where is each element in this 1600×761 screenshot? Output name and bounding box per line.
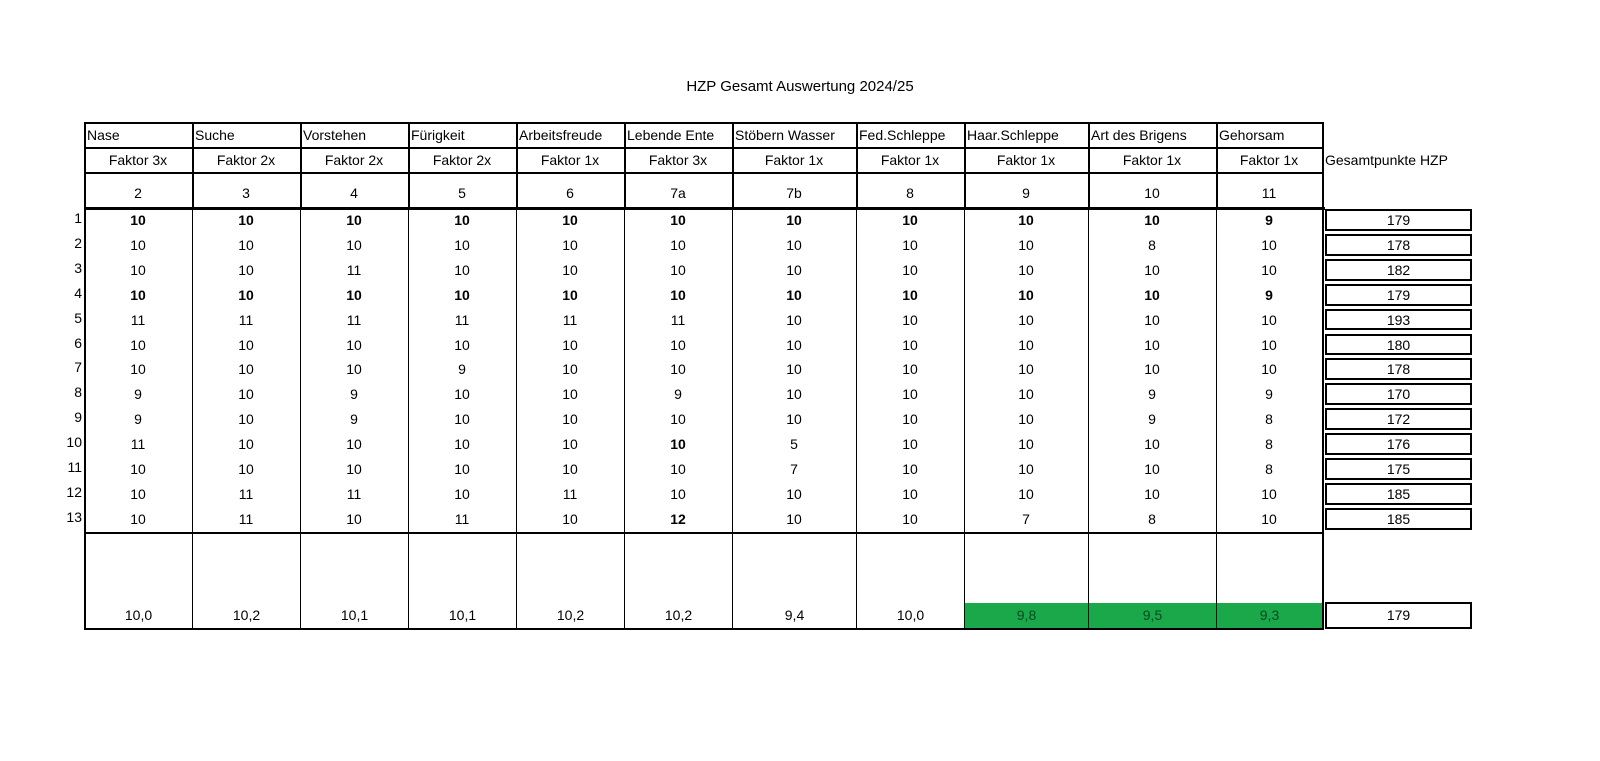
table-cell: 10 [454,261,470,278]
table-cell: 10 [130,286,146,303]
table-cell: 10 [670,485,686,502]
table-cell: 11 [130,436,146,453]
factor-label-3: Faktor 2x [324,152,384,168]
factor-label-7: Faktor 1x [764,152,824,168]
average-value: 10,1 [340,607,369,623]
table-cell: 10 [130,336,146,353]
table-cell: 9 [1265,386,1273,403]
table-cell: 10 [670,336,686,353]
grid-line [1322,532,1324,630]
table-cell: 10 [346,212,362,228]
average-value: 9,5 [1089,603,1216,628]
table-cell: 10 [786,311,802,328]
row-number: 12 [66,483,82,500]
average-value: 10,2 [556,607,585,623]
table-cell: 10 [786,286,802,303]
row-number: 6 [74,334,82,351]
table-cell: 10 [1144,212,1160,228]
table-cell: 10 [902,485,918,502]
table-cell: 10 [1144,461,1160,477]
table-cell: 10 [902,336,918,353]
table-cell: 8 [1265,461,1273,477]
column-header-2: Suche [195,127,235,143]
grid-line [84,532,1324,534]
table-cell: 10 [1261,361,1277,378]
table-cell: 10 [454,386,470,403]
table-cell: 10 [1144,361,1160,378]
row-total: 176 [1325,433,1472,455]
total-header: Gesamtpunkte HZP [1325,152,1448,168]
average-value: 10,0 [124,607,153,623]
table-cell: 10 [346,436,362,453]
column-code-4: 5 [458,185,466,201]
column-header-4: Fürigkeit [411,127,465,143]
table-cell: 9 [134,386,142,403]
table-cell: 10 [670,361,686,378]
table-cell: 10 [1144,311,1160,328]
table-cell: 10 [562,361,578,378]
table-cell: 10 [1018,212,1034,228]
table-cell: 9 [1265,212,1273,228]
table-cell: 9 [134,411,142,428]
table-cell: 10 [670,286,686,303]
table-cell: 10 [238,236,254,253]
table-cell: 10 [238,336,254,353]
table-cell: 10 [902,311,918,328]
column-header-6: Lebende Ente [627,127,715,143]
grid-line [1322,122,1324,209]
table-cell: 10 [130,461,146,477]
column-code-8: 8 [906,185,914,201]
table-cell: 9 [458,361,466,378]
table-cell: 10 [562,461,578,477]
factor-label-10: Faktor 1x [1122,152,1182,168]
table-cell: 9 [1265,286,1273,303]
table-cell: 10 [238,212,254,228]
table-cell: 10 [562,436,578,453]
table-cell: 10 [1018,311,1034,328]
table-cell: 10 [670,461,686,477]
table-cell: 8 [1265,436,1273,453]
table-cell: 10 [1018,386,1034,403]
table-cell: 10 [1144,336,1160,353]
table-cell: 10 [670,236,686,253]
row-number: 1 [74,210,82,226]
table-cell: 10 [902,436,918,453]
average-value: 10,2 [664,607,693,623]
table-cell: 10 [902,411,918,428]
table-cell: 10 [1018,261,1034,278]
table-cell: 10 [454,461,470,477]
row-total: 170 [1325,383,1472,405]
table-cell: 10 [346,286,362,303]
column-header-7: Stöbern Wasser [735,127,835,143]
column-code-3: 4 [350,185,358,201]
table-cell: 10 [1018,286,1034,303]
factor-label-11: Faktor 1x [1239,152,1299,168]
table-cell: 10 [1018,236,1034,253]
column-code-10: 10 [1144,185,1160,201]
table-cell: 7 [790,461,798,477]
table-cell: 10 [238,261,254,278]
table-cell: 10 [454,236,470,253]
row-number: 9 [74,409,82,426]
column-header-5: Arbeitsfreude [519,127,603,143]
table-cell: 10 [902,386,918,403]
table-cell: 11 [238,311,254,328]
table-cell: 10 [130,510,146,527]
row-total: 172 [1325,408,1472,430]
table-cell: 10 [1018,361,1034,378]
average-value: 9,4 [784,607,805,623]
table-cell: 10 [1018,436,1034,453]
table-cell: 11 [562,311,578,328]
sheet-title: HZP Gesamt Auswertung 2024/25 [686,78,914,95]
table-cell: 10 [1261,510,1277,527]
table-cell: 10 [454,286,470,303]
row-number: 3 [74,259,82,276]
table-cell: 10 [238,286,254,303]
table-cell: 10 [786,212,802,228]
column-code-5: 6 [566,185,574,201]
table-cell: 10 [1261,336,1277,353]
table-cell: 9 [350,386,358,403]
table-cell: 10 [346,336,362,353]
table-cell: 10 [238,386,254,403]
table-cell: 10 [1144,261,1160,278]
table-cell: 10 [562,212,578,228]
table-cell: 11 [346,311,362,328]
row-number: 10 [66,434,82,451]
row-total: 182 [1325,259,1472,281]
column-code-7: 7b [786,185,802,201]
row-total: 185 [1325,508,1472,530]
table-cell: 10 [670,411,686,428]
table-cell: 10 [454,436,470,453]
table-cell: 9 [350,411,358,428]
table-cell: 9 [1148,386,1156,403]
table-cell: 10 [238,411,254,428]
factor-label-9: Faktor 1x [996,152,1056,168]
column-header-10: Art des Brigens [1091,127,1187,143]
grid-line [84,207,1325,210]
table-cell: 10 [130,236,146,253]
row-number: 11 [67,459,82,475]
column-code-9: 9 [1022,185,1030,201]
table-cell: 11 [346,485,362,502]
table-cell: 10 [902,510,918,527]
table-cell: 10 [346,510,362,527]
table-cell: 11 [238,485,254,502]
factor-label-6: Faktor 3x [648,152,708,168]
table-cell: 10 [786,261,802,278]
table-cell: 10 [670,261,686,278]
table-cell: 10 [902,212,918,228]
row-number: 13 [66,508,82,525]
table-cell: 10 [786,361,802,378]
column-code-1: 2 [134,185,142,201]
column-header-1: Nase [87,127,120,143]
column-header-3: Vorstehen [303,127,367,143]
table-cell: 10 [346,236,362,253]
table-cell: 10 [454,485,470,502]
table-cell: 10 [786,510,802,527]
table-cell: 10 [562,411,578,428]
table-cell: 10 [670,436,686,453]
factor-label-8: Faktor 1x [880,152,940,168]
table-cell: 8 [1148,510,1156,527]
table-cell: 11 [130,311,146,328]
table-cell: 10 [1018,411,1034,428]
table-cell: 10 [1144,485,1160,502]
table-cell: 10 [1018,336,1034,353]
table-cell: 10 [562,236,578,253]
table-cell: 10 [130,212,146,228]
row-total: 180 [1325,334,1472,356]
column-header-9: Haar.Schleppe [967,127,1059,143]
table-cell: 11 [454,311,470,328]
average-value: 9,3 [1217,603,1322,628]
table-cell: 9 [1148,411,1156,428]
table-cell: 7 [1022,510,1030,527]
table-cell: 10 [786,411,802,428]
table-cell: 10 [1018,485,1034,502]
table-cell: 10 [1144,436,1160,453]
table-cell: 10 [346,361,362,378]
row-total: 185 [1325,483,1472,505]
table-cell: 11 [238,510,254,527]
table-cell: 10 [1144,286,1160,303]
table-cell: 10 [238,461,254,477]
table-cell: 10 [130,361,146,378]
row-total: 179 [1325,209,1472,231]
average-value: 10,0 [896,607,925,623]
row-number: 7 [74,359,82,376]
table-cell: 10 [670,212,686,228]
table-cell: 10 [902,261,918,278]
table-cell: 10 [902,361,918,378]
column-code-6: 7a [670,185,686,201]
row-number: 4 [74,284,82,301]
table-cell: 10 [786,386,802,403]
table-cell: 10 [1261,485,1277,502]
table-cell: 8 [1265,411,1273,428]
column-header-8: Fed.Schleppe [859,127,946,143]
table-cell: 10 [1261,261,1277,278]
table-cell: 10 [562,286,578,303]
average-value: 10,1 [448,607,477,623]
table-cell: 10 [454,212,470,228]
factor-label-5: Faktor 1x [540,152,600,168]
table-cell: 10 [562,386,578,403]
table-cell: 10 [902,286,918,303]
table-cell: 10 [562,261,578,278]
average-value: 10,2 [232,607,261,623]
table-cell: 10 [786,336,802,353]
factor-label-1: Faktor 3x [108,152,168,168]
table-cell: 11 [670,311,686,328]
table-cell: 10 [346,461,362,477]
table-cell: 10 [238,436,254,453]
table-cell: 9 [674,386,682,403]
table-cell: 11 [562,485,578,502]
average-total: 179 [1325,602,1472,629]
average-value: 9,8 [965,603,1088,628]
table-cell: 11 [454,510,470,527]
table-cell: 10 [1018,461,1034,477]
table-cell: 10 [238,361,254,378]
table-cell: 10 [786,485,802,502]
table-cell: 12 [670,510,686,527]
column-code-2: 3 [242,185,250,201]
row-total: 193 [1325,309,1472,331]
row-number: 2 [74,234,82,251]
table-cell: 10 [130,485,146,502]
row-number: 8 [74,384,82,401]
table-cell: 10 [454,336,470,353]
table-cell: 10 [902,236,918,253]
row-total: 175 [1325,458,1472,480]
table-cell: 10 [562,336,578,353]
table-cell: 10 [1261,311,1277,328]
table-cell: 10 [130,261,146,278]
row-total: 178 [1325,358,1472,380]
table-cell: 5 [790,436,798,453]
row-total: 179 [1325,284,1472,306]
table-cell: 10 [562,510,578,527]
grid-line [1322,207,1324,533]
column-code-11: 11 [1261,185,1277,201]
column-header-11: Gehorsam [1219,127,1285,143]
table-cell: 8 [1148,236,1156,253]
table-cell: 11 [346,261,362,278]
row-total: 178 [1325,234,1472,256]
factor-label-4: Faktor 2x [432,152,492,168]
grid-line [84,628,1324,630]
row-number: 5 [74,309,82,326]
table-cell: 10 [902,461,918,477]
table-cell: 10 [454,411,470,428]
table-cell: 10 [786,236,802,253]
factor-label-2: Faktor 2x [216,152,276,168]
table-cell: 10 [1261,236,1277,253]
